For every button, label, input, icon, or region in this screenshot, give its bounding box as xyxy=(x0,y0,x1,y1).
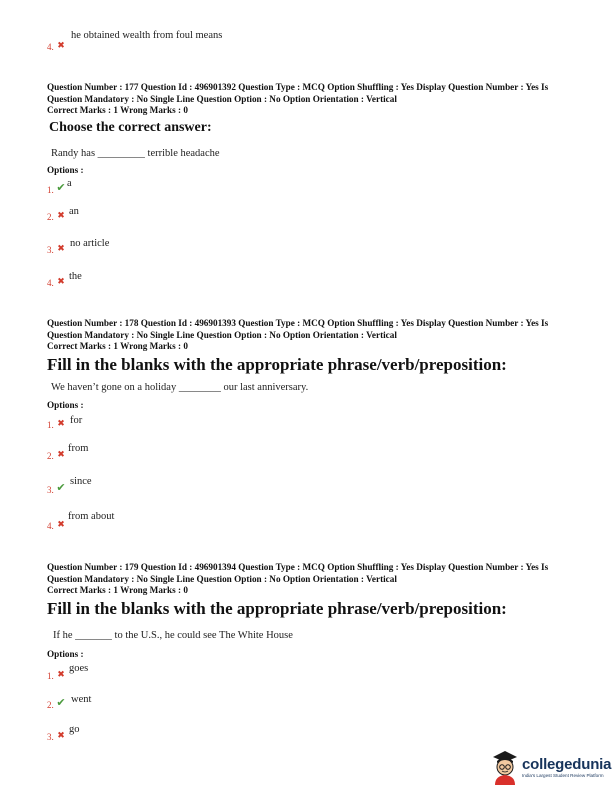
check-icon: ✔ xyxy=(56,182,66,194)
question-marks: Correct Marks : 1 Wrong Marks : 0 xyxy=(47,585,188,595)
option-number: 3. xyxy=(47,245,54,255)
question-meta-line: Question Number : 179 Question Id : 496901394 Question Type : MCQ Option Shuffling : Yes Display Question Number : Yes Is xyxy=(47,562,549,572)
option-text: went xyxy=(71,694,92,705)
option-number: 4. xyxy=(47,521,54,531)
option-number: 4. xyxy=(47,42,54,52)
question-text: Randy has _________ terrible headache xyxy=(51,148,220,159)
check-icon: ✔ xyxy=(56,482,66,494)
brand-tagline: India's Largest Student Review Platform xyxy=(522,773,604,778)
cross-icon: ✖ xyxy=(57,669,65,679)
question-marks: Correct Marks : 1 Wrong Marks : 0 xyxy=(47,341,188,351)
option-text: from xyxy=(68,443,89,454)
brand-name: collegedunia xyxy=(522,756,612,773)
option-text: since xyxy=(70,476,92,487)
option-number: 3. xyxy=(47,732,54,742)
cross-icon: ✖ xyxy=(57,40,65,50)
cross-icon: ✖ xyxy=(57,519,65,529)
question-heading: Choose the correct answer: xyxy=(49,120,212,135)
question-heading: Fill in the blanks with the appropriate phrase/verb/preposition: xyxy=(47,355,507,374)
option-text: the xyxy=(69,271,82,282)
question-meta-line: Question Number : 178 Question Id : 496901393 Question Type : MCQ Option Shuffling : Yes Display Question Number : Yes Is xyxy=(47,318,549,328)
options-label: Options : xyxy=(47,649,84,659)
option-number: 2. xyxy=(47,700,54,710)
cross-icon: ✖ xyxy=(57,730,65,740)
question-meta-line: Question Number : 177 Question Id : 496901392 Question Type : MCQ Option Shuffling : Yes Display Question Number : Yes Is xyxy=(47,82,549,92)
option-number: 1. xyxy=(47,671,54,681)
option-text: he obtained wealth from foul means xyxy=(71,30,223,41)
options-label: Options : xyxy=(47,165,84,175)
question-meta xyxy=(47,562,548,597)
option-text: no article xyxy=(70,238,110,249)
question-meta-line: Question Mandatory : No Single Line Question Option : No Option Orientation : Vertical xyxy=(47,93,397,104)
option-number: 3. xyxy=(47,485,54,495)
option-text: from about xyxy=(68,511,115,522)
option-number: 4. xyxy=(47,278,54,288)
question-text: We haven’t gone on a holiday ________ our last anniversary. xyxy=(51,382,309,393)
option-text: for xyxy=(70,415,83,426)
option-number: 1. xyxy=(47,185,54,195)
question-marks: Correct Marks : 1 Wrong Marks : 0 xyxy=(47,105,188,115)
check-icon: ✔ xyxy=(56,697,66,709)
cross-icon: ✖ xyxy=(57,276,65,286)
option-text: goes xyxy=(69,663,89,674)
options-label: Options : xyxy=(47,400,84,410)
question-meta-line: Question Mandatory : No Single Line Question Option : No Option Orientation : Vertical xyxy=(47,329,397,340)
cross-icon: ✖ xyxy=(57,449,65,459)
cross-icon: ✖ xyxy=(57,418,65,428)
student-mascot-icon xyxy=(491,749,519,785)
question-meta xyxy=(47,82,548,117)
question-meta-line: Question Mandatory : No Single Line Question Option : No Option Orientation : Vertical xyxy=(47,573,397,584)
option-text: go xyxy=(69,724,80,735)
option-number: 1. xyxy=(47,420,54,430)
brand-logo xyxy=(491,749,611,785)
cross-icon: ✖ xyxy=(57,210,65,220)
question-heading: Fill in the blanks with the appropriate phrase/verb/preposition: xyxy=(47,599,507,618)
option-text: an xyxy=(69,206,79,217)
option-number: 2. xyxy=(47,212,54,222)
option-number: 2. xyxy=(47,451,54,461)
question-text: If he _______ to the U.S., he could see The White House xyxy=(53,630,293,641)
question-meta xyxy=(47,318,548,353)
cross-icon: ✖ xyxy=(57,243,65,253)
option-text: a xyxy=(67,178,72,189)
